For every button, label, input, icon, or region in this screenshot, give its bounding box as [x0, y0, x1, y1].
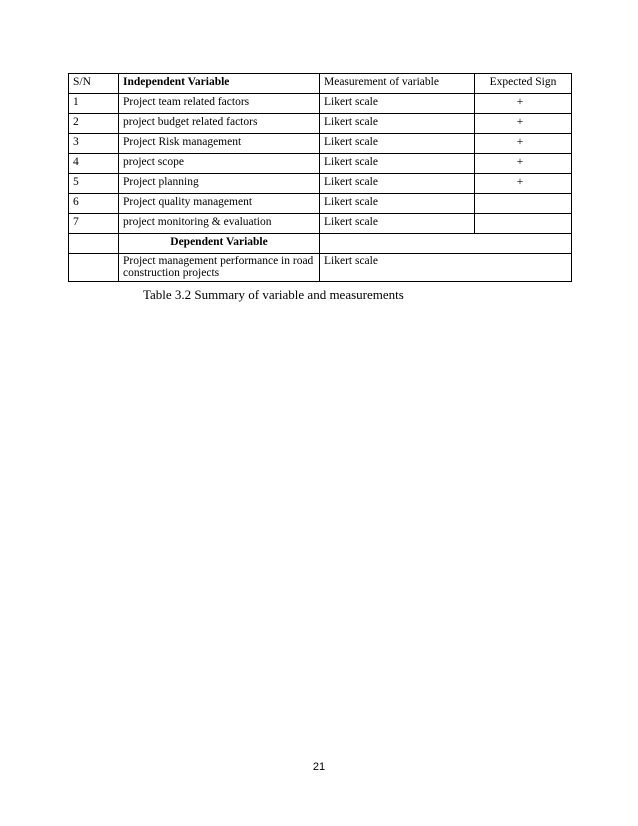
variables-table: [68, 73, 572, 282]
header-measurement: Measurement of variable: [320, 74, 475, 94]
dependent-variable: Project management performance in road construction projects: [119, 254, 320, 282]
row-measurement: Likert scale: [320, 194, 475, 214]
row-measurement: Likert scale: [320, 154, 475, 174]
row-sn: 6: [69, 194, 119, 214]
header-sn: S/N: [69, 74, 119, 94]
row-variable: project scope: [119, 154, 320, 174]
header-independent-variable: Independent Variable: [119, 74, 320, 94]
row-sign: +: [475, 114, 572, 134]
row-sn: 1: [69, 94, 119, 114]
empty-cell: [320, 234, 572, 254]
page-number: 21: [312, 761, 326, 773]
dependent-header-row: [69, 234, 572, 254]
row-sign: +: [475, 154, 572, 174]
empty-cell: [69, 254, 119, 282]
row-variable: Project quality management: [119, 194, 320, 214]
row-measurement: Likert scale: [320, 114, 475, 134]
dependent-measurement: Likert scale: [320, 254, 572, 282]
table-header-row: [69, 74, 572, 94]
table-caption: Table 3.2 Summary of variable and measurements: [143, 287, 404, 302]
empty-cell: [69, 234, 119, 254]
row-measurement: Likert scale: [320, 94, 475, 114]
row-sign: +: [475, 134, 572, 154]
row-measurement: Likert scale: [320, 134, 475, 154]
row-variable: project monitoring & evaluation: [119, 214, 320, 234]
table-row: [69, 214, 572, 234]
table-row: [69, 194, 572, 214]
row-sn: 4: [69, 154, 119, 174]
row-measurement: Likert scale: [320, 214, 475, 234]
row-variable: Project planning: [119, 174, 320, 194]
dependent-row: [69, 254, 572, 282]
row-measurement: Likert scale: [320, 174, 475, 194]
row-sign: [475, 194, 572, 214]
row-sn: 2: [69, 114, 119, 134]
table-row: [69, 154, 572, 174]
table-row: [69, 94, 572, 114]
row-sn: 3: [69, 134, 119, 154]
table-row: [69, 174, 572, 194]
table-row: [69, 134, 572, 154]
row-sign: +: [475, 174, 572, 194]
table-row: [69, 114, 572, 134]
row-sign: [475, 214, 572, 234]
header-expected-sign: Expected Sign: [475, 74, 572, 94]
row-variable: project budget related factors: [119, 114, 320, 134]
row-variable: Project team related factors: [119, 94, 320, 114]
row-variable: Project Risk management: [119, 134, 320, 154]
row-sn: 7: [69, 214, 119, 234]
row-sn: 5: [69, 174, 119, 194]
dependent-variable-heading: Dependent Variable: [119, 234, 320, 254]
row-sign: +: [475, 94, 572, 114]
